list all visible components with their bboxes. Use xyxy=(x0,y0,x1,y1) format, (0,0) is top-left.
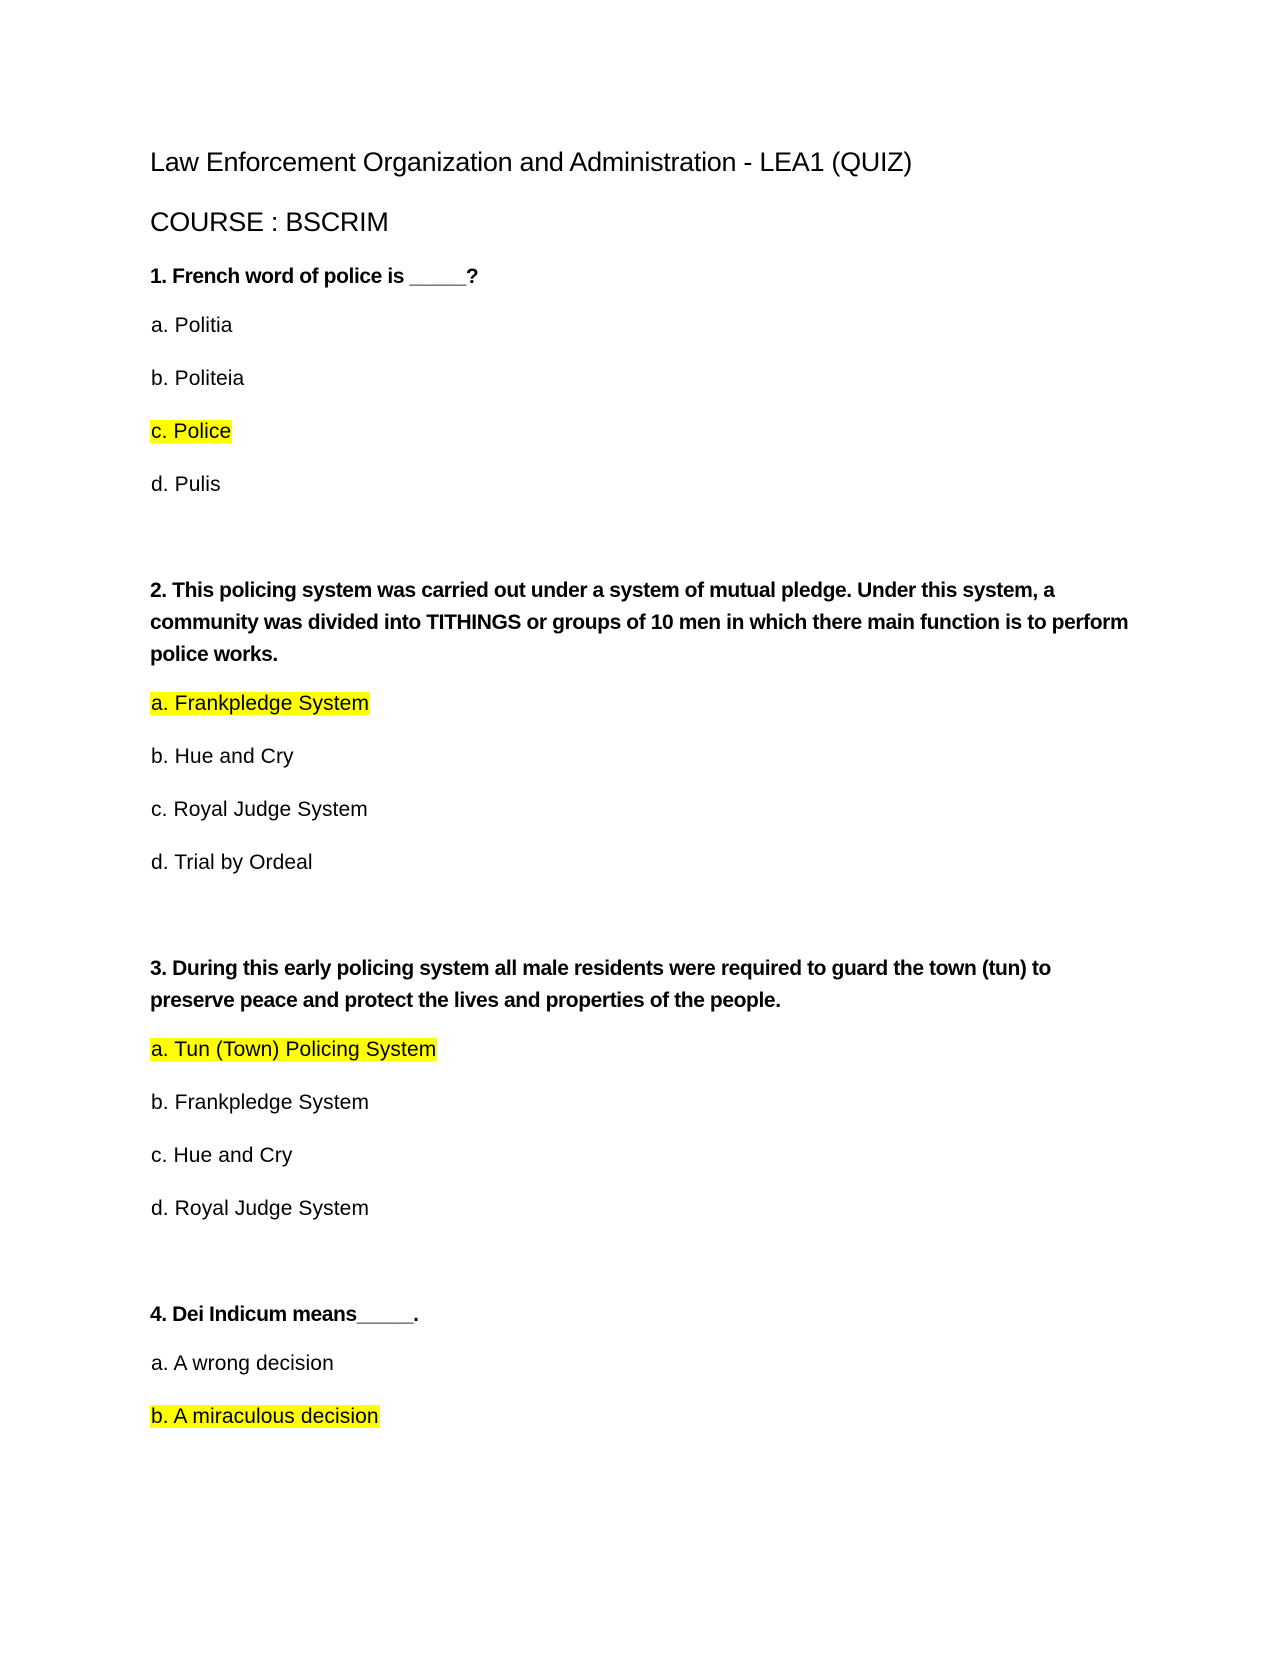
option-label: a. A wrong decision xyxy=(151,1352,334,1375)
answer-options xyxy=(150,1349,1140,1432)
option-label: c. Hue and Cry xyxy=(151,1144,293,1167)
option-label: a. Politia xyxy=(151,314,233,337)
option-a xyxy=(150,1349,1140,1379)
option-b xyxy=(150,1402,1140,1432)
option-b xyxy=(150,742,1140,772)
quiz-document xyxy=(150,145,1140,1432)
option-label: a. Frankpledge System xyxy=(151,692,370,715)
option-label: a. Tun (Town) Policing System xyxy=(151,1038,437,1061)
option-d xyxy=(150,1194,1140,1224)
option-label: b. Hue and Cry xyxy=(151,745,294,768)
question-text: 1. French word of police is _____? xyxy=(150,265,479,288)
question-text: 3. During this early policing system all male residents were required to guard the town (tun) to preserve peace and protect the lives and properties of the people. xyxy=(150,957,1051,1012)
option-b xyxy=(150,1088,1140,1118)
answer-options xyxy=(150,689,1140,878)
option-c xyxy=(150,417,1140,447)
option-a xyxy=(150,689,1140,719)
question-text: 2. This policing system was carried out under a system of mutual pledge. Under this system, a community was divided into TITHINGS or groups of 10 men in which there main function is to perform police works. xyxy=(150,579,1129,666)
question-3 xyxy=(150,953,1140,1224)
option-label: d. Trial by Ordeal xyxy=(151,851,313,874)
question-2 xyxy=(150,575,1140,878)
question-text: 4. Dei Indicum means_____. xyxy=(150,1303,419,1326)
option-a xyxy=(150,311,1140,341)
answer-options xyxy=(150,1035,1140,1224)
option-label: c. Royal Judge System xyxy=(151,798,368,821)
option-label: d. Royal Judge System xyxy=(151,1197,370,1220)
option-label: c. Police xyxy=(151,420,232,443)
option-b xyxy=(150,364,1140,394)
option-label: b. Politeia xyxy=(151,367,245,390)
option-label: d. Pulis xyxy=(151,473,221,496)
option-a xyxy=(150,1035,1140,1065)
option-label: b. A miraculous decision xyxy=(151,1405,379,1428)
question-4 xyxy=(150,1299,1140,1432)
option-label: b. Frankpledge System xyxy=(151,1091,370,1114)
option-c xyxy=(150,1141,1140,1171)
course-label: COURSE : BSCRIM xyxy=(150,207,389,237)
question-1 xyxy=(150,261,1140,500)
document-title: Law Enforcement Organization and Administration - LEA1 (QUIZ) xyxy=(150,147,913,177)
answer-options xyxy=(150,311,1140,500)
option-d xyxy=(150,848,1140,878)
option-d xyxy=(150,470,1140,500)
option-c xyxy=(150,795,1140,825)
